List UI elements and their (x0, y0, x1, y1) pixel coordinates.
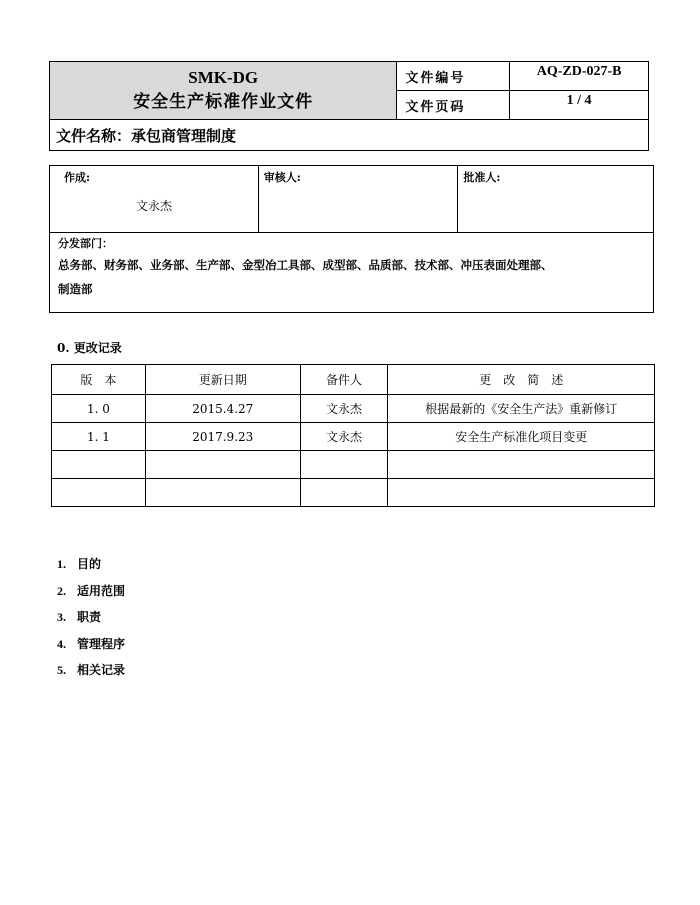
table-header-row (52, 365, 655, 395)
author-cell: 文永杰 (300, 395, 388, 423)
outline-item (57, 555, 125, 582)
author-label: 作成: (64, 171, 91, 184)
approver-label: 批准人: (463, 171, 501, 184)
outline-item (57, 635, 125, 662)
outline-number: 1. (57, 557, 66, 571)
file-name: 文件名称：承包商管理制度 (50, 120, 649, 151)
summary-cell (388, 479, 655, 507)
signoff-table (49, 165, 654, 313)
header-title-cell (50, 62, 397, 120)
author-name: 文永杰 (136, 199, 173, 213)
version-cell (52, 451, 146, 479)
outline-item (57, 608, 125, 635)
distribution-departments-cont: 制造部 (58, 282, 93, 296)
outline-item (57, 582, 125, 609)
date-cell: 2017.9.23 (145, 423, 300, 451)
table-row (52, 479, 655, 507)
date-cell: 2015.4.27 (145, 395, 300, 423)
version-cell: 1. 1 (52, 423, 146, 451)
col-summary-header: 更 改 简 述 (388, 365, 655, 395)
summary-cell: 根据最新的《安全生产法》重新修订 (388, 395, 655, 423)
reviewer-cell (258, 166, 458, 233)
version-cell (52, 479, 146, 507)
col-date-header: 更新日期 (145, 365, 300, 395)
outline-number: 3. (57, 610, 66, 624)
document-category-title: 安全生产标准作业文件 (133, 91, 314, 112)
author-cell: 文永杰 (300, 423, 388, 451)
author-cell (300, 451, 388, 479)
approver-cell (458, 166, 654, 233)
table-row (52, 451, 655, 479)
doc-number-label: 文件编号 (397, 62, 510, 91)
change-log-table (51, 364, 655, 507)
author-cell (300, 479, 388, 507)
date-cell (145, 451, 300, 479)
summary-cell: 安全生产标准化项目变更 (388, 423, 655, 451)
version-cell: 1. 0 (52, 395, 146, 423)
outline-number: 4. (57, 636, 66, 651)
col-author-header: 备件人 (300, 365, 388, 395)
doc-number-value: AQ-ZD-027-B (510, 62, 649, 91)
page-number-label: 文件页码 (397, 91, 510, 120)
document-header (49, 61, 649, 151)
change-log-heading: 0. 更改记录 (57, 341, 122, 355)
outline-number: 2. (57, 583, 66, 598)
outline-label: 职责 (77, 610, 102, 624)
outline-label: 管理程序 (77, 636, 126, 651)
section-outline (57, 555, 125, 688)
distribution-departments: 总务部、财务部、业务部、生产部、金型冶工具部、成型部、品质部、技术部、冲压表面处理部、 (58, 258, 553, 272)
outline-label: 适用范围 (77, 583, 126, 598)
page-number-value: 1 / 4 (510, 91, 649, 120)
company-code: SMK-DG (188, 67, 259, 87)
outline-label: 目的 (77, 557, 102, 571)
author-cell (50, 166, 259, 233)
summary-cell (388, 451, 655, 479)
reviewer-label: 审核人: (263, 171, 301, 184)
distribution-label: 分发部门： (58, 237, 113, 250)
distribution-cell (50, 233, 654, 313)
outline-label: 相关记录 (77, 663, 126, 677)
table-row (52, 395, 655, 423)
outline-number: 5. (57, 663, 66, 677)
outline-item (57, 661, 125, 688)
table-row (52, 423, 655, 451)
col-version-header: 版 本 (52, 365, 146, 395)
date-cell (145, 479, 300, 507)
